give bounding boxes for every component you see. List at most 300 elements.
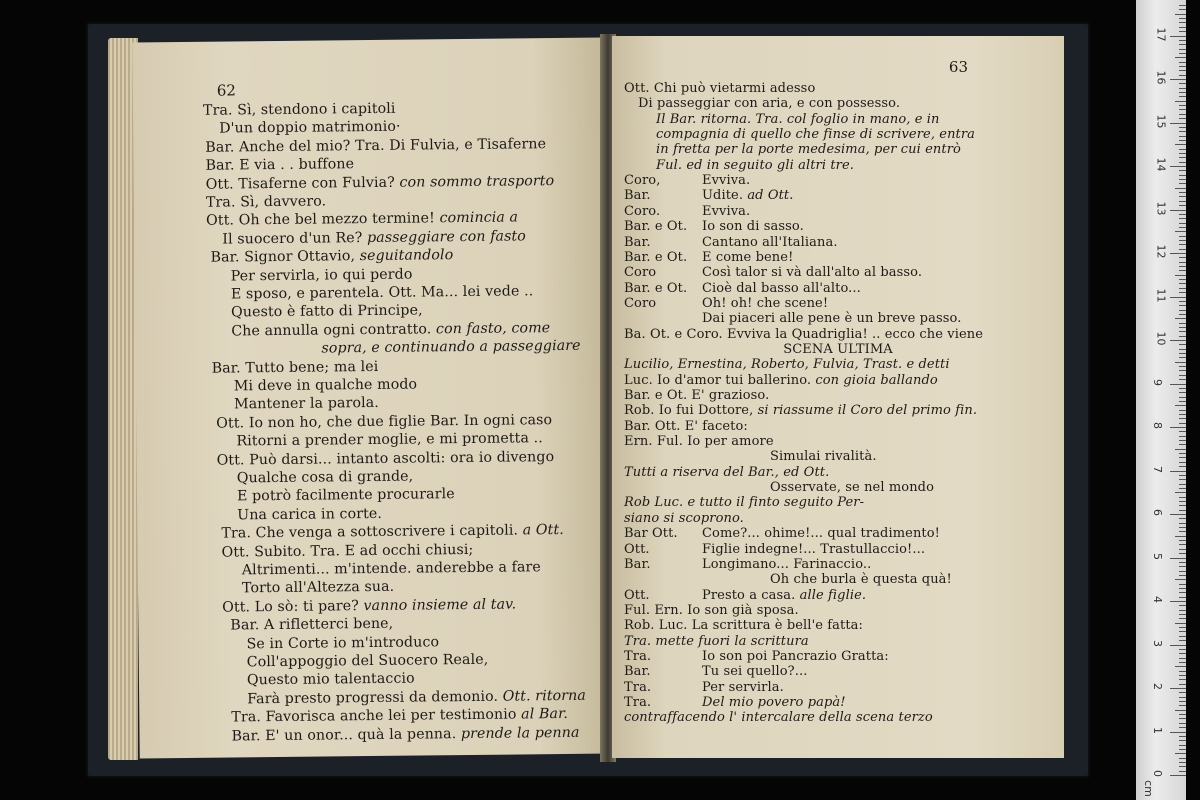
text-segment: Del mio povero papà! — [702, 695, 846, 710]
ruler-tick — [1179, 70, 1186, 71]
text-segment: Tu sei quello?... — [702, 664, 808, 680]
ruler-tick — [1179, 588, 1186, 589]
ruler-label: 6 — [1151, 509, 1164, 516]
right-page-number: 63 — [948, 58, 968, 76]
ruler-tick — [1179, 236, 1186, 237]
ruler-tick — [1179, 105, 1186, 106]
ruler-tick — [1179, 349, 1186, 350]
text-segment: Bar. Ott. E' faceto: — [624, 418, 748, 434]
measuring-ruler — [1136, 0, 1186, 800]
ruler-tick — [1179, 705, 1186, 706]
ruler-tick — [1179, 9, 1186, 10]
ruler-tick — [1179, 118, 1186, 119]
ruler-tick — [1179, 475, 1186, 476]
ruler-tick — [1179, 314, 1186, 315]
ruler-tick — [1179, 766, 1186, 767]
text-segment: Bar. Anche del mio? Tra. Di Fulvia, e Tisaferne — [205, 135, 547, 156]
text-segment: al Bar. — [521, 706, 569, 723]
ruler-tick — [1179, 62, 1186, 63]
ruler-tick — [1179, 40, 1186, 41]
ruler-tick — [1179, 584, 1186, 585]
ruler-tick — [1179, 53, 1186, 54]
ruler-tick — [1179, 762, 1186, 763]
speaker-label: Bar. e Ot. — [624, 219, 688, 235]
ruler-label: 4 — [1151, 596, 1164, 603]
text-segment: Ritorni a prender moglie, e mi prometta .. — [236, 430, 543, 450]
ruler-tick — [1179, 636, 1186, 637]
text-segment: si riassume il Coro del primo fin. — [757, 403, 978, 419]
text-line — [222, 541, 474, 562]
ruler-tick — [1179, 745, 1186, 746]
ruler-tick — [1179, 631, 1186, 632]
ruler-tick — [1179, 257, 1186, 258]
speaker-label: Bar. — [624, 556, 651, 572]
ruler-tick — [1170, 166, 1186, 167]
text-segment: Torto all'Altezza sua. — [241, 579, 395, 597]
ruler-tick — [1179, 175, 1186, 176]
ruler-label: 3 — [1151, 639, 1164, 647]
text-line — [219, 118, 401, 138]
text-segment: alle figlie. — [799, 587, 867, 603]
text-segment: Bar. Signor Ottavio, — [210, 248, 360, 266]
ruler-tick — [1179, 283, 1186, 284]
text-line — [206, 172, 555, 194]
ruler-tick — [1170, 688, 1186, 689]
ruler-tick — [1179, 397, 1186, 398]
speaker-label: Bar Ott. — [624, 526, 678, 542]
ruler-tick — [1179, 727, 1186, 728]
ruler-tick — [1179, 684, 1186, 685]
text-segment: Come?... ohime!... qual tradimento! — [702, 526, 940, 542]
ruler-tick — [1179, 758, 1186, 759]
ruler-tick — [1170, 471, 1186, 472]
text-segment: vanno insieme al tav. — [363, 596, 517, 614]
text-line — [222, 595, 516, 616]
ruler-tick — [1170, 732, 1186, 733]
text-segment: Ern. Ful. Io per amore — [624, 434, 774, 450]
ruler-tick — [1170, 210, 1186, 211]
text-line — [222, 227, 526, 248]
ruler-tick — [1179, 401, 1186, 402]
ruler-tick — [1179, 379, 1186, 380]
speaker-label: Bar. — [624, 188, 651, 204]
ruler-tick — [1179, 531, 1186, 532]
ruler-label: 13 — [1154, 201, 1168, 215]
ruler-tick — [1179, 549, 1186, 550]
ruler-tick — [1179, 205, 1186, 206]
ruler-tick — [1179, 627, 1186, 628]
ruler-tick — [1179, 614, 1186, 615]
text-segment: a Ott. — [522, 522, 564, 539]
text-segment: Udite. — [702, 188, 748, 204]
text-segment: Bar. e Ot. E' grazioso. — [624, 388, 770, 403]
text-segment: Presto a casa. — [702, 587, 800, 603]
text-line — [321, 337, 580, 358]
ruler-tick — [1175, 536, 1186, 537]
ruler-tick — [1175, 405, 1186, 406]
text-line — [221, 521, 564, 543]
ruler-tick — [1179, 527, 1186, 528]
ruler-tick — [1170, 601, 1186, 602]
text-segment: Per servirla. — [702, 679, 784, 695]
left-page-number: 62 — [216, 81, 236, 100]
text-line — [234, 394, 379, 414]
ruler-tick — [1179, 196, 1186, 197]
text-line — [231, 723, 579, 745]
ruler-tick — [1179, 423, 1186, 424]
ruler-tick — [1179, 331, 1186, 332]
ruler-tick — [1179, 270, 1186, 271]
ruler-tick — [1175, 579, 1186, 580]
text-segment: Oh! oh! che scene! — [702, 295, 829, 311]
text-segment: Ful. ed in seguito gli altri tre. — [656, 157, 854, 173]
ruler-tick — [1179, 479, 1186, 480]
text-segment: Tra. Sì, stendono i capitoli — [202, 100, 396, 119]
text-line — [210, 246, 453, 267]
ruler-tick — [1179, 109, 1186, 110]
speaker-label: Coro. — [624, 203, 661, 219]
text-segment: Evviva. — [702, 173, 751, 189]
ruler-tick — [1179, 453, 1186, 454]
text-line — [237, 505, 382, 525]
ruler-tick — [1179, 497, 1186, 498]
ruler-tick — [1179, 544, 1186, 545]
ruler-tick — [1175, 362, 1186, 363]
ruler-tick — [1170, 427, 1186, 428]
ruler-tick — [1179, 462, 1186, 463]
ruler-tick — [1179, 336, 1186, 337]
ruler-tick — [1179, 610, 1186, 611]
ruler-tick — [1179, 505, 1186, 506]
ruler-tick — [1170, 123, 1186, 124]
text-segment: Cantano all'Italiana. — [702, 234, 838, 250]
ruler-tick — [1175, 144, 1186, 145]
text-segment: con fasto, come — [435, 319, 551, 338]
text-segment: Una carica in corte. — [237, 505, 383, 524]
text-segment: Che annulla ogni contratto. — [231, 321, 437, 340]
ruler-tick — [1179, 749, 1186, 750]
ruler-tick — [1179, 692, 1186, 693]
text-line — [231, 302, 423, 322]
text-segment: Tra. mette fuori la scrittura — [624, 633, 809, 649]
ruler-tick — [1175, 753, 1186, 754]
text-segment: E potrò facilmente procurarle — [236, 486, 455, 505]
text-segment: E sposo, e parentela. Ott. Ma... lei vede .. — [230, 283, 534, 303]
text-line — [217, 448, 555, 470]
text-segment: Ott. Oh che bel mezzo termine! — [206, 210, 440, 230]
ruler-tick — [1179, 488, 1186, 489]
ruler-tick — [1179, 510, 1186, 511]
text-segment: Mantener la parola. — [233, 395, 379, 413]
text-segment: Rob. Luc. La scrittura è bell'e fatta: — [624, 618, 864, 634]
ruler-tick — [1175, 57, 1186, 58]
text-segment: Ful. Ern. Io son già sposa. — [624, 602, 799, 618]
text-segment: Evviva. — [702, 203, 751, 219]
text-line — [237, 486, 455, 506]
ruler-label: 5 — [1151, 552, 1164, 560]
text-segment: seguitandolo — [359, 247, 454, 265]
ruler-tick — [1179, 305, 1186, 306]
ruler-tick — [1179, 457, 1186, 458]
text-segment: E come bene! — [702, 249, 794, 265]
ruler-tick — [1179, 388, 1186, 389]
text-segment: Il suocero d'un Re? — [222, 229, 368, 248]
ruler-tick — [1179, 662, 1186, 663]
ruler-tick — [1179, 605, 1186, 606]
speaker-label: Ott. — [624, 541, 650, 557]
text-segment: Ott. Io non ho, che due figlie Bar. In ogni caso — [216, 411, 553, 432]
ruler-tick — [1179, 414, 1186, 415]
ruler-tick — [1179, 323, 1186, 324]
ruler-tick — [1179, 723, 1186, 724]
text-segment: Rob Luc. e tutto il finto seguito Per- — [624, 495, 865, 511]
ruler-label: 2 — [1151, 683, 1164, 690]
speaker-label: Bar. — [624, 664, 651, 680]
ruler-label: 7 — [1151, 465, 1164, 473]
text-line — [237, 468, 414, 488]
ruler-tick — [1170, 514, 1186, 515]
ruler-tick — [1175, 101, 1186, 102]
text-line — [246, 633, 439, 653]
text-segment: passeggiare con fasto — [366, 228, 526, 246]
ruler-tick — [1179, 170, 1186, 171]
text-segment: comincia a — [439, 209, 519, 227]
ruler-tick — [1179, 440, 1186, 441]
ruler-tick — [1179, 153, 1186, 154]
ruler-label: 11 — [1154, 288, 1168, 302]
ruler-tick — [1179, 149, 1186, 150]
ruler-unit: cm — [1141, 780, 1155, 797]
ruler-tick — [1179, 375, 1186, 376]
text-segment: Tra. Favorisca anche lei per testimonio — [231, 706, 522, 726]
left-page-text — [133, 98, 603, 745]
text-segment: Ott. Può darsi... intanto ascolti: ora io divengo — [216, 448, 555, 469]
ruler-tick — [1179, 127, 1186, 128]
text-segment: Per servirla, io qui perdo — [230, 266, 413, 285]
ruler-tick — [1179, 92, 1186, 93]
ruler-tick — [1179, 540, 1186, 541]
ruler-tick — [1179, 523, 1186, 524]
text-segment: Osservate, se nel mondo — [770, 480, 935, 496]
text-segment: con sommo trasporto — [399, 172, 555, 191]
text-segment: Tutti a riserva del Bar., ed Ott. — [624, 464, 830, 480]
ruler-tick — [1179, 740, 1186, 741]
ruler-tick — [1179, 136, 1186, 137]
ruler-label: 0 — [1151, 770, 1164, 777]
ruler-tick — [1179, 679, 1186, 680]
ruler-tick — [1175, 492, 1186, 493]
text-segment: D'un doppio matrimonio· — [219, 119, 401, 137]
ruler-tick — [1179, 27, 1186, 28]
text-segment: contraffacendo l' intercalare della scena terzo — [624, 710, 933, 726]
ruler-tick — [1179, 353, 1186, 354]
ruler-tick — [1170, 775, 1186, 776]
text-segment: Ott. Tisaferne con Fulvia? — [205, 174, 400, 193]
ruler-tick — [1179, 357, 1186, 358]
text-segment: Il Bar. ritorna. Tra. col foglio in mano, e in — [656, 111, 940, 127]
text-segment: Coll'appoggio del Suocero Reale, — [246, 651, 489, 671]
ruler-tick — [1179, 697, 1186, 698]
ruler-tick — [1175, 623, 1186, 624]
text-line — [231, 282, 534, 303]
text-line — [230, 615, 393, 635]
ruler-tick — [1179, 22, 1186, 23]
text-segment: Ott. Lo sò: ti pare? — [222, 597, 364, 616]
ruler-tick — [1179, 262, 1186, 263]
ruler-tick — [1179, 292, 1186, 293]
ruler-tick — [1179, 701, 1186, 702]
ruler-tick — [1179, 192, 1186, 193]
text-line — [247, 651, 489, 672]
text-segment: Di passeggiar con aria, e con possesso. — [638, 96, 901, 112]
ruler-tick — [1170, 253, 1186, 254]
text-segment: Cioè dal basso all'alto... — [702, 280, 861, 296]
ruler-tick — [1179, 244, 1186, 245]
ruler-tick — [1179, 418, 1186, 419]
text-segment: Figlie indegne!... Trastullaccio!... — [702, 541, 926, 557]
ruler-tick — [1170, 645, 1186, 646]
text-line — [205, 135, 546, 157]
ruler-tick — [1179, 5, 1186, 6]
text-segment: Longimano... Farinaccio.. — [702, 556, 872, 572]
ruler-tick — [1179, 218, 1186, 219]
speaker-label: Tra. — [624, 695, 652, 710]
ruler-tick — [1179, 201, 1186, 202]
text-segment: Ott. Subito. Tra. E ad occhi chiusi; — [221, 541, 474, 561]
ruler-tick — [1175, 231, 1186, 232]
text-segment: siano si scoprono. — [624, 510, 744, 526]
ruler-tick — [1179, 392, 1186, 393]
ruler-tick — [1179, 484, 1186, 485]
ruler-tick — [1179, 66, 1186, 67]
speaker-label: Coro — [624, 295, 657, 311]
text-segment: Io son di sasso. — [702, 219, 804, 235]
speaker-label: Tra. — [624, 648, 652, 664]
text-segment: Questo è fatto di Principe, — [231, 302, 423, 321]
text-segment: Ba. Ot. e Coro. Evviva la Quadriglia! .. ecco che viene — [624, 326, 984, 342]
text-segment: Mi deve in qualche modo — [233, 376, 418, 395]
ruler-tick — [1179, 31, 1186, 32]
ruler-tick — [1179, 566, 1186, 567]
ruler-tick — [1179, 301, 1186, 302]
ruler-tick — [1179, 501, 1186, 502]
ruler-tick — [1170, 340, 1186, 341]
ruler-tick — [1179, 658, 1186, 659]
ruler-tick — [1179, 431, 1186, 432]
text-segment: prende la penna — [460, 724, 580, 742]
text-segment: compagnia di quello che finse di scrivere, entra — [656, 127, 976, 143]
text-segment: sopra, e continuando a passeggiare — [321, 337, 581, 357]
ruler-tick — [1179, 671, 1186, 672]
ruler-tick — [1179, 562, 1186, 563]
speaker-label: Coro, — [624, 173, 661, 189]
ruler-tick — [1179, 410, 1186, 411]
speaker-label: Ott. — [624, 587, 650, 603]
ruler-tick — [1179, 83, 1186, 84]
ruler-tick — [1179, 288, 1186, 289]
ruler-tick — [1179, 518, 1186, 519]
ruler-tick — [1179, 223, 1186, 224]
text-line — [205, 155, 354, 175]
speaker-label: Coro — [624, 265, 657, 281]
ruler-tick — [1179, 114, 1186, 115]
ruler-tick — [1179, 140, 1186, 141]
ruler-label: 8 — [1151, 422, 1164, 429]
ruler-tick — [1179, 44, 1186, 45]
text-segment: Ott. ritorna — [502, 687, 586, 705]
text-segment: Simulai rivalità. — [770, 449, 877, 465]
ruler-tick — [1179, 649, 1186, 650]
text-segment: Bar. A rifletterci bene, — [230, 615, 394, 634]
text-segment: Se in Corte io m'introduco — [246, 633, 440, 652]
ruler-tick — [1170, 79, 1186, 80]
ruler-tick — [1179, 183, 1186, 184]
ruler-label: 15 — [1154, 114, 1168, 128]
ruler-tick — [1175, 188, 1186, 189]
text-line — [242, 578, 394, 598]
speaker-label: Bar. e Ot. — [624, 280, 688, 296]
ruler-tick — [1179, 240, 1186, 241]
text-segment: Bar. Tutto bene; ma lei — [211, 358, 379, 377]
ruler-tick — [1179, 771, 1186, 772]
text-line — [231, 265, 413, 285]
text-line — [212, 358, 379, 378]
text-segment: Così talor si và dall'alto al basso. — [702, 265, 923, 281]
text-line — [234, 376, 417, 396]
ruler-tick — [1179, 553, 1186, 554]
ruler-tick — [1170, 36, 1186, 37]
text-segment: Oh che burla è questa quà! — [770, 572, 952, 588]
ruler-tick — [1179, 214, 1186, 215]
ruler-tick — [1179, 444, 1186, 445]
text-segment: Rob. Io fui Dottore, — [624, 403, 758, 419]
text-segment: Ott. Chi può vietarmi adesso — [624, 81, 816, 96]
ruler-tick — [1179, 675, 1186, 676]
text-segment: Tra. Sì, davvero. — [205, 193, 327, 211]
text-segment: con gioia ballando — [815, 372, 938, 388]
ruler-tick — [1179, 653, 1186, 654]
text-segment: Lucilio, Ernestina, Roberto, Fulvia, Trast. e detti — [624, 357, 950, 373]
ruler-tick — [1179, 249, 1186, 250]
text-line — [624, 709, 933, 727]
ruler-tick — [1175, 449, 1186, 450]
text-segment: in fretta per la porte medesima, per cui entrò — [656, 142, 961, 158]
ruler-tick — [1179, 736, 1186, 737]
ruler-tick — [1179, 227, 1186, 228]
speaker-label: Tra. — [624, 679, 652, 695]
ruler-tick — [1179, 131, 1186, 132]
left-page — [132, 38, 609, 759]
ruler-tick — [1179, 279, 1186, 280]
text-segment: Farà presto progressi da demonio. — [247, 688, 503, 708]
ruler-tick — [1179, 157, 1186, 158]
ruler-tick — [1179, 618, 1186, 619]
ruler-tick — [1175, 666, 1186, 667]
ruler-tick — [1179, 344, 1186, 345]
text-line — [206, 192, 326, 211]
ruler-tick — [1179, 370, 1186, 371]
text-segment: Tra. Che venga a sottoscrivere i capitoli. — [221, 522, 523, 542]
ruler-tick — [1170, 558, 1186, 559]
text-segment: Altrimenti... m'intende. anderebbe a fare — [241, 559, 541, 579]
ruler-tick — [1179, 366, 1186, 367]
ruler-tick — [1179, 18, 1186, 19]
speaker-label: Bar. e Ot. — [624, 249, 688, 265]
ruler-tick — [1179, 718, 1186, 719]
ruler-tick — [1179, 266, 1186, 267]
ruler-tick — [1179, 571, 1186, 572]
ruler-tick — [1179, 592, 1186, 593]
